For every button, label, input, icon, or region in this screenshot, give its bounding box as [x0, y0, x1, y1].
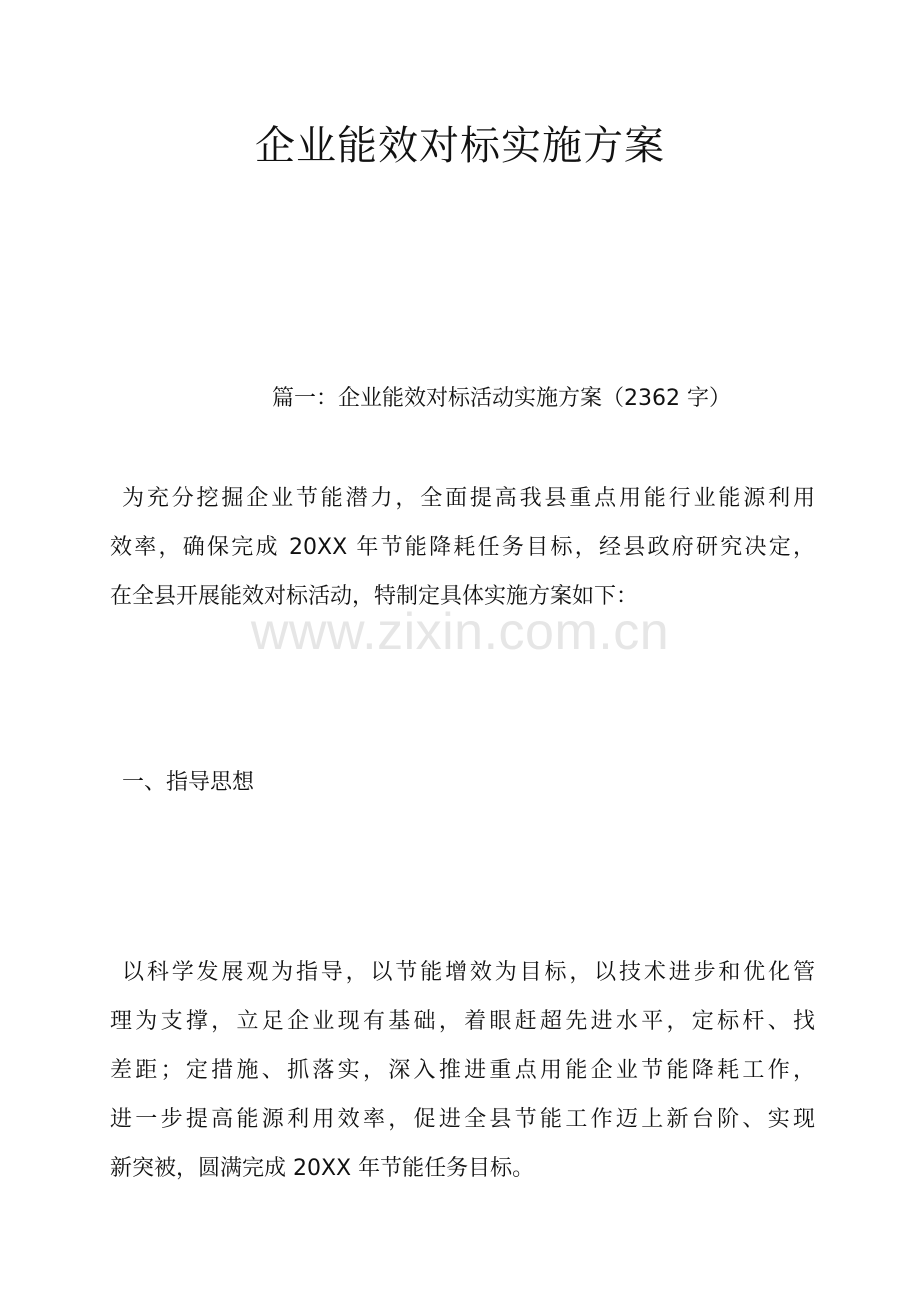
body-line: 差距；定措施、抓落实，深入推进重点用能企业节能降耗工作，	[110, 1058, 815, 1083]
body-line: 以科学发展观为指导，以节能增效为目标，以技术进步和优化管	[122, 960, 815, 985]
intro-paragraph	[110, 474, 815, 621]
document-subtitle: 篇一：企业能效对标活动实施方案（2362 字）	[272, 386, 731, 411]
document-title: 企业能效对标实施方案	[255, 123, 665, 169]
guiding-thought-paragraph	[110, 948, 815, 1193]
watermark-text: www.zixin.com.cn	[250, 603, 670, 661]
section-heading: 一、指导思想	[122, 770, 255, 795]
body-line: 新突被，圆满完成 20XX 年节能任务目标。	[110, 1156, 535, 1181]
intro-line: 为充分挖掘企业节能潜力，全面提高我县重点用能行业能源利用	[122, 486, 815, 511]
intro-line: 效率，确保完成 20XX 年节能降耗任务目标，经县政府研究决定，	[110, 535, 815, 560]
body-line: 理为支撑，立足企业现有基础，着眼赶超先进水平，定标杆、找	[110, 1009, 815, 1034]
intro-line: 在全县开展能效对标活动，特制定具体实施方案如下：	[110, 584, 639, 609]
body-line: 进一步提高能源利用效率，促进全县节能工作迈上新台阶、实现	[110, 1107, 815, 1132]
